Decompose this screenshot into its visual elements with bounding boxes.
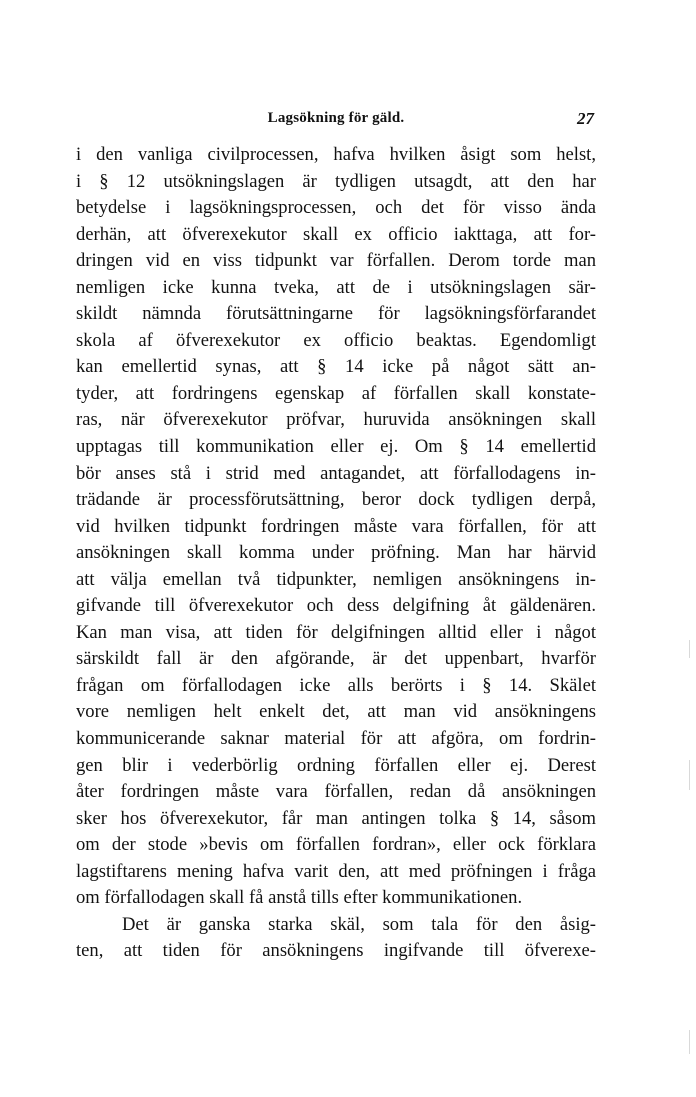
text-line: Det är ganska starka skäl, som tala för den åsig- — [122, 913, 596, 935]
scan-artifact — [689, 760, 690, 790]
text-line: om förfallodagen skall få anstå tills efter kommunikationen. — [76, 887, 523, 909]
text-line: ansökningen skall komma under pröfning. Man har härvid — [76, 542, 596, 564]
text-line: lagstiftarens mening hafva varit den, att med pröfningen i fråga — [76, 860, 596, 882]
text-line: gifvande till öfverexekutor och dess delgifning åt gäldenären. — [76, 595, 596, 617]
text-line: gen blir i vederbörlig ordning förfallen eller ej. Derest — [76, 754, 596, 776]
text-line: kommunicerande saknar material för att afgöra, om fordrin- — [76, 728, 596, 750]
running-head — [76, 110, 596, 130]
text-line: tyder, att fordringens egenskap af förfallen skall konstate- — [76, 382, 596, 404]
scan-artifact — [689, 1030, 690, 1054]
text-line: skildt nämnda förutsättningarne för lagsökningsförfarandet — [76, 303, 596, 325]
text-line: ras, när öfverexekutor pröfvar, huruvida ansökningen skall — [76, 409, 596, 431]
text-line: åter fordringen måste vara förfallen, redan då ansökningen — [76, 781, 596, 803]
text-line: vid hvilken tidpunkt fordringen måste vara förfallen, för att — [76, 515, 596, 537]
text-line: Kan man visa, att tiden för delgifningen alltid eller i något — [76, 621, 596, 643]
scan-artifact — [689, 640, 690, 658]
text-line: i § 12 utsökningslagen är tydligen utsagdt, att den har — [76, 170, 596, 192]
text-line: om der stode »bevis om förfallen fordran», eller ock förklara — [76, 834, 596, 856]
text-line: sker hos öfverexekutor, får man antingen tolka § 14, såsom — [76, 807, 596, 829]
text-line: att välja emellan två tidpunkter, nemligen ansökningens in- — [76, 568, 596, 590]
text-line: betydelse i lagsökningsprocessen, och det för visso ända — [76, 197, 596, 219]
text-line: bör anses stå i strid med antagandet, att förfallodagens in- — [76, 462, 596, 484]
text-line: skola af öfverexekutor ex officio beaktas. Egendomligt — [76, 329, 596, 351]
text-line: ten, att tiden för ansökningens ingifvande till öfverexe- — [76, 940, 596, 962]
text-line: dringen vid en viss tidpunkt var förfallen. Derom torde man — [76, 250, 596, 272]
body-text — [76, 142, 596, 965]
text-line: kan emellertid synas, att § 14 icke på något sätt an- — [76, 356, 596, 378]
page-number: 27 — [577, 109, 594, 128]
text-line: nemligen icke kunna tveka, att de i utsökningslagen sär- — [76, 276, 596, 298]
text-line: derhän, att öfverexekutor skall ex officio iakttaga, att for- — [76, 223, 596, 245]
text-line: upptagas till kommunikation eller ej. Om § 14 emellertid — [76, 436, 596, 458]
text-line: frågan om förfallodagen icke alls berörts i § 14. Skälet — [76, 674, 596, 696]
text-line: i den vanliga civilprocessen, hafva hvilken åsigt som helst, — [76, 144, 596, 165]
text-line: vore nemligen helt enkelt det, att man vid ansökningens — [76, 701, 596, 723]
running-title: Lagsökning för gäld. — [267, 110, 405, 126]
text-line: särskildt fall är den afgörande, är det uppenbart, hvarför — [76, 648, 596, 670]
text-line: trädande är processförutsättning, beror dock tydligen derpå, — [76, 489, 596, 511]
